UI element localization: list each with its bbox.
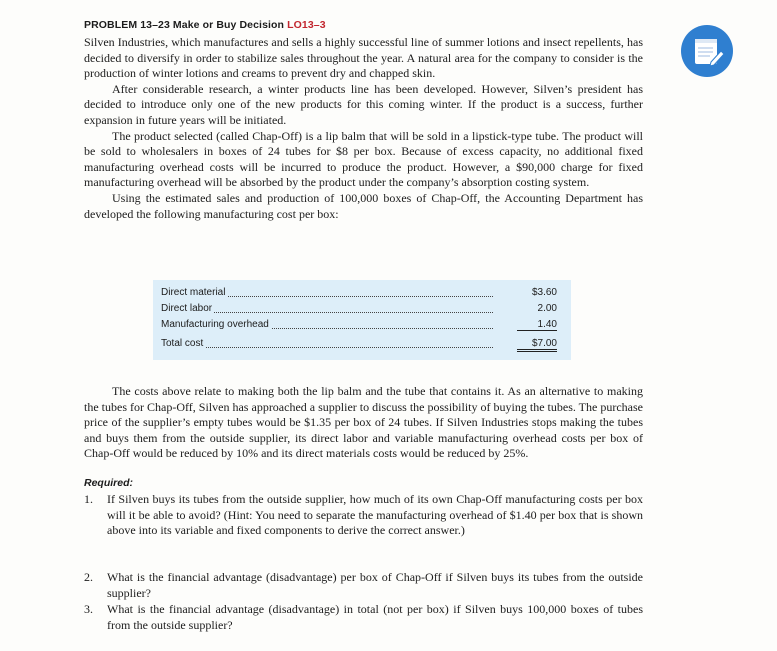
learning-objective-link[interactable]: LO13–3 [287,19,326,31]
question-item [84,570,643,601]
row-value: $3.60 [531,287,557,298]
outsourcing-paragraph [84,384,643,462]
question-number: 2. [84,570,93,584]
question-number: 1. [84,492,93,506]
intro-paragraph: Using the estimated sales and production of 100,000 boxes of Chap-Off, the Accounting Department has developed the following manufacturing cost per box: [84,190,643,221]
row-label: Total cost [161,338,204,349]
intro-paragraph: After considerable research, a winter products line has been developed. However, Silven’s president has decided to introduce only one of the new products for this coming winter. If the product is a success, further expansion in future years will be initiated. [84,81,643,127]
required-heading: Required: [84,477,134,489]
outsourcing-text: The costs above relate to making both the lip balm and the tube that contains it. As an alternative to making the tubes for Chap-Off, Silven has approached a supplier to discuss the possibility of buying the tubes. The purchase price of the supplier’s empty tubes would be $1.35 per box of 24 tubes. If Silven Industries stops making the tubes and buys them from the outside supplier, its direct labor and variable manufacturing overhead costs per box of Chap-Off would be reduced by 10% and its direct materials costs would be reduced by 25%. [84,384,643,461]
dot-leader [161,347,493,348]
question-item [84,492,643,539]
question-text: If Silven buys its tubes from the outside supplier, how much of its own Chap-Off manufacturing costs per box will it be able to avoid? (Hint: You need to separate the manufacturing overhead of $1.40 per box that is shown above into its variable and fixed components to derive the correct answer.) [107,492,643,538]
row-label: Manufacturing overhead [161,319,269,330]
row-label: Direct labor [161,303,213,314]
table-row [161,319,571,333]
problem-label: PROBLEM 13–23 Make or Buy Decision [84,19,285,31]
intro-paragraph: Silven Industries, which manufactures and sells a highly successful line of summer lotions and insect repellents, has decided to diversify in order to stabilize sales throughout the year. A natural area for the company to consider is the production of winter lotions and creams to prevent dry and chapped skin. [84,35,643,81]
table-row [161,303,571,317]
row-value: 1.40 [517,319,557,331]
problem-heading [84,19,326,31]
table-row-total [161,338,571,352]
intro-paragraph: The product selected (called Chap-Off) is a lip balm that will be sold in a lipstick-type tube. The product will be sold to wholesalers in boxes of 24 tubes for $8 per box. Because of excess capacity, no additional fixed manufacturing overhead costs will be incurred to produce the product. However, a $90,000 charge for fixed manufacturing overhead will be absorbed by the product under the company’s absorption costing system. [84,128,643,190]
question-number: 3. [84,602,93,616]
cost-per-box-table [153,280,571,360]
row-value: $7.00 [517,338,557,352]
question-text: What is the financial advantage (disadvantage) in total (not per box) if Silven buys 100,000 boxes of tubes from the outside supplier? [107,602,643,632]
row-value: 2.00 [537,303,557,314]
row-label: Direct material [161,287,226,298]
question-item [84,602,643,633]
table-row [161,287,571,301]
question-text: What is the financial advantage (disadvantage) per box of Chap-Off if Silven buys its tubes from the outside supplier? [107,570,643,600]
problem-intro [84,35,643,222]
notebook-icon[interactable] [680,24,734,78]
